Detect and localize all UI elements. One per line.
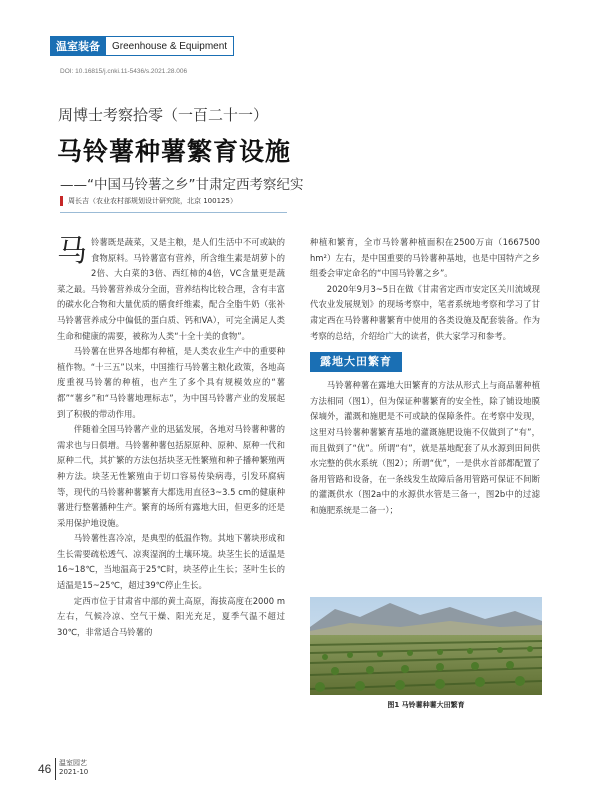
paragraph bbox=[57, 235, 285, 344]
paragraph: 2020年9月3~5日在做《甘肃省定西市安定区关川流域现代农业发展规划》的现场考察中，笔者系统地考察和学习了甘肃定西在马铃薯种薯繁育中使用的各类设施及配套装备。作为考察的总结，介绍给广大的读者，供大家学习和参考。 bbox=[310, 283, 540, 341]
author-text: 周长吉（农业农村部规划设计研究院，北京 100125） bbox=[68, 197, 237, 205]
right-column bbox=[310, 235, 540, 519]
journal-issue: 2021-10 bbox=[59, 768, 89, 776]
title-divider bbox=[60, 212, 287, 213]
field-photo bbox=[310, 597, 542, 695]
article-title: 马铃薯种薯繁育设施 bbox=[57, 137, 292, 166]
paragraph: 马铃薯性喜冷凉，是典型的低温作物。其地下薯块形成和生长需要疏松透气、凉爽湿润的土壤环境。块茎生长的适温是16~18℃，当地温高于25℃时，块茎停止生长；茎叶生长的适温是15~25℃，超过39℃停止生长。 bbox=[57, 533, 285, 591]
section-label-cn: 温室装备 bbox=[50, 36, 106, 56]
paragraph: 伴随着全国马铃薯产业的迅猛发展，各地对马铃薯种薯的需求也与日俱增。马铃薯种薯包括原原种、原种、原种一代和原种二代，其扩繁的方法包括块茎无性繁殖和种子播种繁殖两种方法。块茎无性繁殖由于切口容易传染病毒，引发环腐病等，现代的马铃薯种薯繁育大都选用直径3~3.5 cm的健康种薯进行整薯播种生产。繁育的场所有露地大田，但更多的还是采用保护地设施。 bbox=[57, 424, 285, 528]
series-title: 周博士考察拾零（一百二十一） bbox=[58, 106, 269, 124]
author-line bbox=[60, 196, 237, 206]
left-column bbox=[57, 235, 285, 640]
section-label-en: Greenhouse & Equipment bbox=[106, 36, 234, 56]
drop-cap: 马 bbox=[57, 234, 87, 269]
figure-caption: 图1 马铃薯种薯大田繁育 bbox=[387, 701, 465, 709]
footer-divider bbox=[55, 758, 56, 780]
paragraph-text: 铃薯既是蔬菜，又是主粮，是人们生活中不可或缺的食物原料。马铃薯富有营养，所含维生素是胡萝卜的2倍、大白菜的3倍、西红柿的4倍，VC含量更是蔬菜之最。马铃薯营养成分全面，营养结构比较合理，含有丰富的碳水化合物和大量优质的膳食纤维素，配合全脂牛奶（张补马铃薯营养成分中偏低的蛋白质、钙和VA），可完全满足人类生命和健康的需要，被称为人类“十全十美的食物”。 bbox=[57, 237, 285, 341]
paragraph: 马铃薯种薯在露地大田繁育的方法从形式上与商品薯种植方法相同（图1），但为保证种薯繁育的安全性，除了铺设地膜保墒外，灌溉和施肥是不可或缺的保障条件。在考察中发现，这里对马铃薯种薯繁育基地的灌溉施肥设施不仅做到了“有”，而且做到了“优”。所谓“有”，就是基地配套了从水源到田间供水完整的供水系统（图2）；所谓“优”，一是供水首部都配置了备用管路和设备，在一条线发生故障后备用管路可保证不间断的灌溉供水（图2a中的水源供水管是三备一，图2b中的过滤和施肥系统是二备一）； bbox=[310, 380, 540, 515]
paragraph: 定西市位于甘肃省中部的黄土高原，海拔高度在2000 m左右，气候冷凉、空气干燥、阳光充足，夏季气温不超过30℃，非常适合马铃薯的 bbox=[57, 595, 285, 637]
page-number: 46 bbox=[38, 762, 52, 776]
doi-line: DOI: 10.16815/j.cnki.11-5436/s.2021.28.006 bbox=[60, 68, 188, 75]
article-subtitle: ——“中国马铃薯之乡”甘肃定西考察纪实 bbox=[60, 177, 304, 193]
potato-field-image bbox=[310, 597, 542, 695]
paragraph: 马铃薯在世界各地都有种植，是人类农业生产中的重要种植作物。“十三五”以来，中国推行马铃薯主粮化政策，各地高度重视马铃薯的种植，也产生了多个具有规模效应的“薯都”“薯乡”和“马铃薯地理标志”，为中国马铃薯产业的发展起到了积极的带动作用。 bbox=[57, 346, 285, 419]
journal-name: 温室园艺 bbox=[59, 759, 87, 767]
journal-info bbox=[59, 759, 88, 777]
section-heading: 露地大田繁育 bbox=[310, 352, 402, 372]
author-marker bbox=[60, 196, 63, 206]
section-header bbox=[50, 36, 234, 56]
paragraph: 种植和繁育，全市马铃薯种植面积在2500万亩（1667500 hm²）左右，是中国重要的马铃薯种基地，也是中国特产之乡组委会审定命名的“中国马铃薯之乡”。 bbox=[310, 237, 540, 279]
